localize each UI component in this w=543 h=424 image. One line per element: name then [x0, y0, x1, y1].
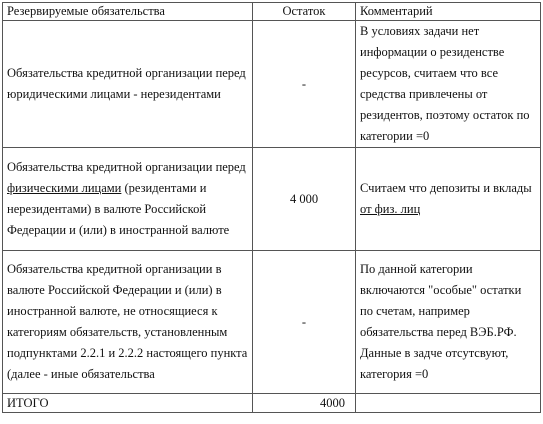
- header-comment: Комментарий: [356, 3, 541, 21]
- table-row: [3, 148, 541, 251]
- total-comment: [356, 394, 541, 413]
- balance-cell: -: [253, 21, 356, 148]
- obligation-cell: Обязательства кредитной организации перед юридическими лицами - нерезидентами: [3, 21, 253, 148]
- header-obligations: Резервируемые обязательства: [3, 3, 253, 21]
- comment-cell: По данной категории включаются "особые" остатки по счетам, например обязательства перед ВЭБ.РФ. Данные в задче отсутсвуют, категория =0: [356, 251, 541, 394]
- comment-cell: В условиях задачи нет информации о резиденстве ресурсов, считаем что все средства привлечены от резидентов, поэтому остаток по категории =0: [356, 21, 541, 148]
- obligation-underlined-text: физическими лицами: [7, 181, 122, 195]
- header-balance: Остаток: [253, 3, 356, 21]
- comment-underlined-text: от физ. лиц: [360, 202, 421, 216]
- obligation-text-part: Обязательства кредитной организации перед: [7, 160, 246, 174]
- obligation-cell: [3, 148, 253, 251]
- balance-cell: 4 000: [253, 148, 356, 251]
- obligation-cell: Обязательства кредитной организации в валюте Российской Федерации и (или) в иностранной валюте, не относящиеся к категориям обязательств, установленным подпунктами 2.2.1 и 2.2.2 настоящего пункта (далее - иные обязательства: [3, 251, 253, 394]
- table-row: [3, 251, 541, 394]
- obligation-text-part: (резидентами и нерезидентами) в валюте Российской Федерации и (или) в иностранной валюте: [7, 181, 230, 237]
- table-header-row: [3, 3, 541, 21]
- total-label: ИТОГО: [3, 394, 253, 413]
- comment-cell: [356, 148, 541, 251]
- table-row: [3, 21, 541, 148]
- reserve-obligations-table: [2, 2, 541, 413]
- total-row: [3, 394, 541, 413]
- total-value: 4000: [253, 394, 356, 413]
- comment-text-part: Считаем что депозиты и вклады: [360, 181, 532, 195]
- balance-cell: -: [253, 251, 356, 394]
